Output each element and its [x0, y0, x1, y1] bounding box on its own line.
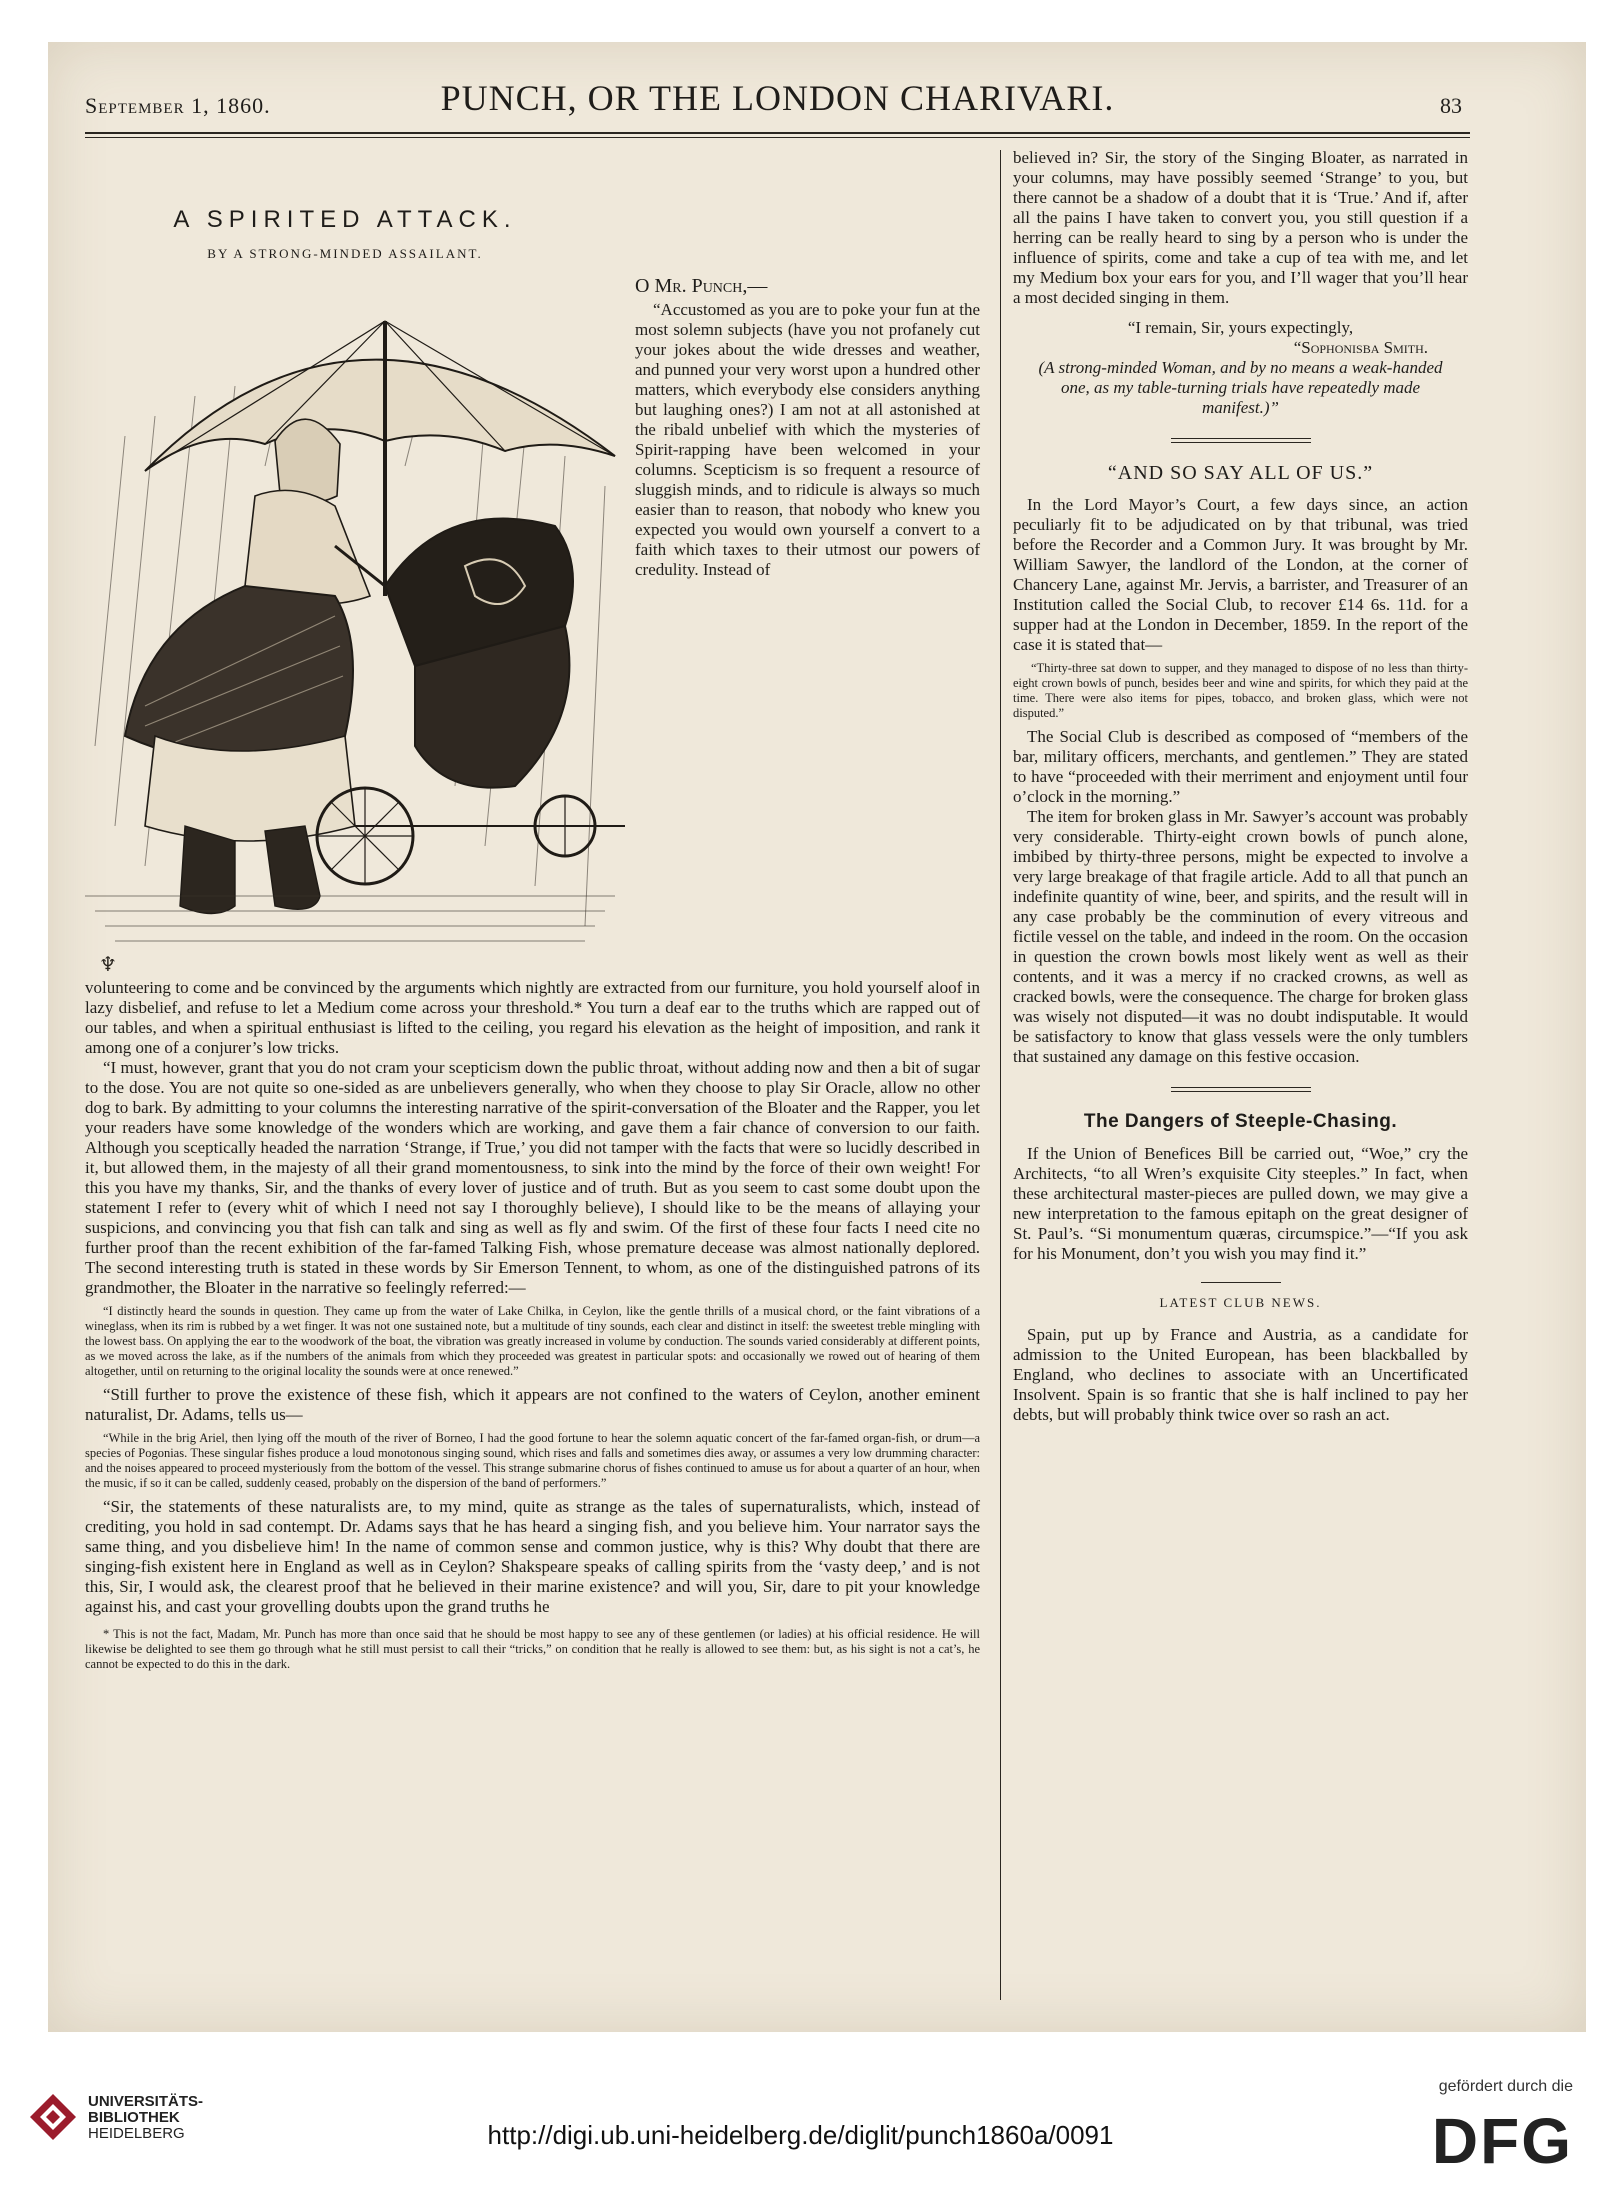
paragraph-3: “Still further to prove the existence of these fish, which it appears are not confined to the waters of Ceylon, another eminent naturalist, Dr. Adams, tells us— — [85, 1385, 980, 1424]
magazine-page — [85, 60, 1475, 1995]
article-body — [85, 978, 980, 1678]
editor-footnote: * This is not the fact, Madam, Mr. Punch has more than once said that he should be most happy to see any of these gentlemen (or ladies) at his official residence. He will likewise be delighted to see them go through what he still must persist to call their “tricks,” on condition that he really is allowed to see them: but, as his sight is not a cat’s, he cannot be expected to do this in the dark. — [85, 1627, 980, 1671]
letter-signature: “Sophonisba Smith. — [1293, 338, 1428, 357]
letter-continuation: believed in? Sir, the story of the Singing Bloater, as narrated in your columns, may have possibly seemed ‘Strange’ to you, but there cannot be a shadow of a doubt that it is ‘True.’ And if, after all the pains I have taken to convert you, you still question if a herring can be really heard to sing by a person who is under the influence of spirits, come and take a cup of tea with me, and let my Medium box your ears for you, and I’ll wager that you’ll hear a most decided singing in them. — [1013, 148, 1468, 307]
lord-mayor-court-paragraph: In the Lord Mayor’s Court, a few days since, an action peculiarly fit to be adjudicated on by that tribunal, was tried before the Recorder and a Common Jury. It was brought by Mr. William Sawyer, the landlord of the London, at the corner of Chancery Lane, against Mr. Jervis, a barrister, and Treasurer of an Institution called the Social Club, to recover £14 6s. 11d. for a supper had at the London in December, 1859. In the report of the case it is stated that— — [1013, 495, 1468, 654]
club-news-paragraph: Spain, put up by France and Austria, as a candidate for admission to the United European, has been blackballed by England, who declines to associate with an Uncertificated Insolvent. Spain is so frantic that she is half inclined to pay her debts, but will probably think twice over so rash an act. — [1013, 1325, 1468, 1424]
steeple-chasing-title: The Dangers of Steeple-Chasing. — [1083, 1111, 1398, 1132]
digitization-footer — [0, 2042, 1601, 2196]
right-column — [1013, 148, 1468, 1988]
section-divider — [1201, 1282, 1281, 1283]
tennent-quotation: “I distinctly heard the sounds in question. They came up from the water of Lake Chilka, in Ceylon, like the gentle thrills of a musical chord, or the faint vibrations of a wineglass, when its rim is rubbed by a wet finger. It was not one sustained note, but a multitude of tiny sounds, each clear and distinct in itself: the sweetest treble mingling with the lowest bass. On applying the ear to the woodwork of the boat, the vibration was greatly increased in volume by conduction. The sounds varied considerably at different points, as we moved across the lake, as if the numbers of the animals from which they proceeded was greatest in particular spots: and occasionally we rowed out of hearing of them altogether, until on returning to the original locality the sounds were at once renewed.” — [85, 1304, 980, 1378]
section-divider — [1171, 1087, 1311, 1092]
article-byline: BY A STRONG-MINDED ASSAILANT. — [207, 246, 483, 261]
column-divider — [1000, 150, 1001, 2000]
broken-glass-paragraph: The item for broken glass in Mr. Sawyer’s account was probably very considerable. Thirty-eight crown bowls of punch alone, imbibed by thirty-three persons, might be expected to involve a very large breakage of that fragile article. Add to all that punch an indefinite quantity of wine, beer, and spirits, and the result will in any case probably be the comminution of every vitreous and fictile vessel on the table, and indeed in the room. On the occasion in question the crown bowls most likely went as well as their contents, and it was a mercy if no cracked crowns, as well as cracked bowls, were the consequence. The charge for broken glass was wisely not disputed—it was no doubt indisputable. It would be satisfactory to know that glass vessels were the only tumblers that sustained any damage on this festive occasion. — [1013, 807, 1468, 1066]
funded-by-label: gefördert durch die — [1438, 2078, 1573, 2095]
page-header — [85, 78, 1470, 134]
library-name: UNIVERSITÄTS- BIBLIOTHEK HEIDELBERG — [88, 2093, 204, 2142]
paragraph-2: “I must, however, grant that you do not cram your scepticism down the public throat, without adding now and then a bit of sugar to the dose. You are not quite so one-sided as are unbelievers generally, who when they choose to play Sir Oracle, allow no other dog to bark. By admitting to your columns the interesting narrative of the spirit-conversation of the Bloater and the Rapper, you let your readers have some knowledge of the wonders which are working, and gave them a fair chance of conversion to our faith. Although you sceptically headed the narration ‘Strange, if True,’ you did not tamper with the facts that were so lucidly described in it, but allowed them, in the majesty of all their grand momentousness, to sink into the mind by the force of their own weight! For this you have my thanks, Sir, and the thanks of every lover of justice and of truth. But as you seem to cast some doubt upon the statement I refer to (every whit of which I need not say I thoroughly believe), I should like to be the means of allaying your suspicions, and convincing you that fish can talk and sing as well as fly and swim. Of the first of these four facts I need cite no further proof than the recent exhibition of the far-famed Talking Fish, whose premature decease was almost nationally deplored. The second interesting truth is stated in these words by Sir Emerson Tennent, to whom, as one of the distinguished patrons of its grandmother, the Bloater in the narrative so feelingly referred:— — [85, 1058, 980, 1297]
svg-text:♆: ♆ — [99, 952, 117, 976]
opening-text-column — [635, 276, 980, 580]
permalink-link[interactable]: http://digi.ub.uni-heidelberg.de/diglit/punch1860a/0091 — [487, 2120, 1114, 2150]
issue-date: September 1, 1860. — [85, 93, 271, 118]
article-and-so-say-title: “AND SO SAY ALL OF US.” — [1107, 462, 1374, 484]
salutation: O Mr. Punch,— — [635, 275, 768, 297]
adams-quotation: “While in the brig Ariel, then lying off the mouth of the river of Borneo, I had the good fortune to hear the solemn aquatic concert of the far-famed organ-fish, or drum—a species of Pogonias. These singular fishes produce a loud monotonous singing sound, which rises and falls and sometimes dies away, or assumes a very low drumming character: and the noises appeared to proceed mysteriously from the bottom of the vessel. This strange submarine chorus of fishes continued to amuse us for about a quarter of an hour, when the music, if so it can be called, suddenly ceased, probably on the dispersion of the band of performers.” — [85, 1431, 980, 1490]
letter-closing: “I remain, Sir, yours expectingly, — [1127, 318, 1354, 337]
social-club-paragraph: The Social Club is described as composed of “members of the bar, military officers, merchants, and gentlemen.” They are stated to have “proceeded with their merriment and enjoyment until four o’clock in the morning.” — [1013, 727, 1468, 806]
illustration-woman-with-umbrella-and-pram — [85, 266, 625, 986]
opening-paragraph: “Accustomed as you are to poke your fun at the most solemn subjects (have you not profanely cut your jokes about the wide dresses and weather, and punned your very worst upon a hundred other matters, which everybody else considers anything but laughing ones?) I am not at all astonished at the ribald unbelief with which the mysteries of Spirit-rapping have been welcomed in your columns. Scepticism is so frequent a resource of sluggish minds, and to ridicule is always so much easier than to reason, that nobody who knew you expected you would own yourself a convert to a faith which taxes to their utmost our powers of credulity. Instead of — [635, 300, 980, 579]
page-number: 83 — [1440, 93, 1462, 118]
article-title: A SPIRITED ATTACK. — [173, 206, 517, 233]
signature-note: (A strong-minded Woman, and by no means a weak-handed one, as my table-turning trials have repeatedly made manifest.)” — [1038, 358, 1443, 417]
masthead-title: PUNCH, OR THE LONDON CHARIVARI. — [440, 78, 1115, 118]
dfg-logo: DFG — [1431, 2105, 1573, 2177]
club-news-title: LATEST CLUB NEWS. — [1159, 1295, 1322, 1310]
engraving-image — [85, 266, 625, 986]
paragraph-1-continued: volunteering to come and be convinced by the arguments which nightly are extracted from our furniture, you hold yourself aloof in lazy disbelief, and refuse to let a Medium come across your threshold.* You turn a deaf ear to the truths which are rapped out of our tables, and when a spiritual enthusiast is lifted to the ceiling, you regard his elevation as the height of imposition, and rank it among one of a conjurer’s low tricks. — [85, 978, 980, 1057]
header-rule — [85, 137, 1470, 138]
left-column — [85, 148, 985, 1988]
steeple-chasing-paragraph: If the Union of Benefices Bill be carried out, “Woe,” cry the Architects, “to all Wren’s exquisite City steeples.” In fact, when these architectural master-pieces are pulled down, we may give a new interpretation to the famous epitaph on the great designer of St. Paul’s. “Si monumentum quæras, circumspice.”—“If you ask for his Monument, don’t you wish you may find it.” — [1013, 1144, 1468, 1263]
section-divider — [1171, 438, 1311, 443]
paragraph-4: “Sir, the statements of these naturalists are, to my mind, quite as strange as the tales of supernaturalists, which, instead of crediting, you hold in sad contempt. Dr. Adams says that he has heard a singing fish, and you believe him. Your narrator says the same thing, and you disbelieve him! In the name of common sense and common justice, why is this? Why doubt that there are singing-fish existent here in England as well as in Ceylon? Shakspeare speaks of calling spirits from the ‘vasty deep,’ and is not this, Sir, I would ask, the clearest proof that he believed in their marine existence? and will you, Sir, dare to pit your knowledge against his, and cast your grovelling doubts upon the grand truths he — [85, 1497, 980, 1616]
supper-quotation: “Thirty-three sat down to supper, and they managed to dispose of no less than thirty-eight crown bowls of punch, besides beer and wine and spirits, for which they paid at the time. There were also items for pipes, tobacco, and broken glass, which were not disputed.” — [1013, 661, 1468, 720]
